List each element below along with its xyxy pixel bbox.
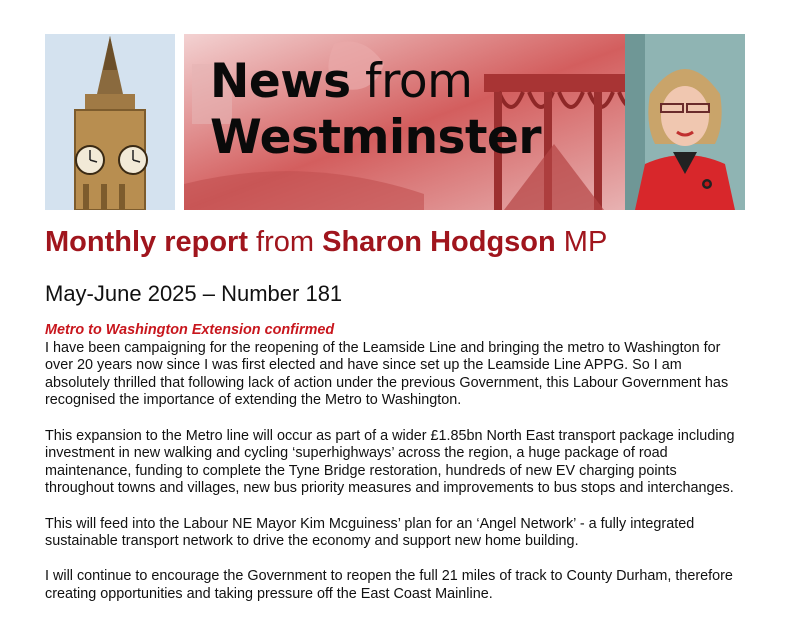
title-from: from [350, 54, 473, 109]
newsletter-title [210, 54, 541, 166]
report-title-suffix: MP [555, 226, 608, 258]
article [45, 322, 745, 621]
article-headline: Metro to Washington Extension confirmed [45, 322, 335, 338]
article-paragraph: This expansion to the Metro line will occur as part of a wider £1.85bn North East transport package including investment in new walking and cycling ‘superhighways’ across the region, a huge package of road maintenance, funding to complete the Tyne Bridge restoration, hundreds of new EV charging points throughout towns and villages, new bus priority measures and improvements to bus stops and interchanges. [45, 427, 735, 497]
mp-portrait-image [625, 34, 745, 210]
report-title-prefix: Monthly report [45, 226, 248, 258]
header-banner [45, 34, 745, 210]
report-title-middle: from [248, 226, 323, 258]
hero-collage-image [184, 34, 659, 210]
article-paragraph: I will continue to encourage the Government to reopen the full 21 miles of track to County Durham, therefore creating opportunities and taking pressure off the East Coast Mainline. [45, 568, 733, 602]
big-ben-image [45, 34, 175, 210]
mp-name: Sharon Hodgson [322, 226, 556, 258]
title-westminster: Westminster [210, 110, 542, 165]
issue-line: May-June 2025 – Number 181 [45, 281, 343, 306]
article-paragraph: I have been campaigning for the reopening of the Leamside Line and bringing the metro to Washington for over 20 years now since I was first elected and have since set up the Leamside Line APPG. So I am absolutely thrilled that following lack of action under the previous Government, this Labour Government has recognised the importance of extending the Metro to Washington. [45, 339, 729, 409]
title-news: News [210, 54, 351, 109]
report-title [45, 226, 607, 259]
article-paragraph: This will feed into the Labour NE Mayor Kim Mcguiness’ plan for an ‘Angel Network’ - a fully integrated sustainable transport network to drive the economy and support new home building. [45, 515, 695, 550]
